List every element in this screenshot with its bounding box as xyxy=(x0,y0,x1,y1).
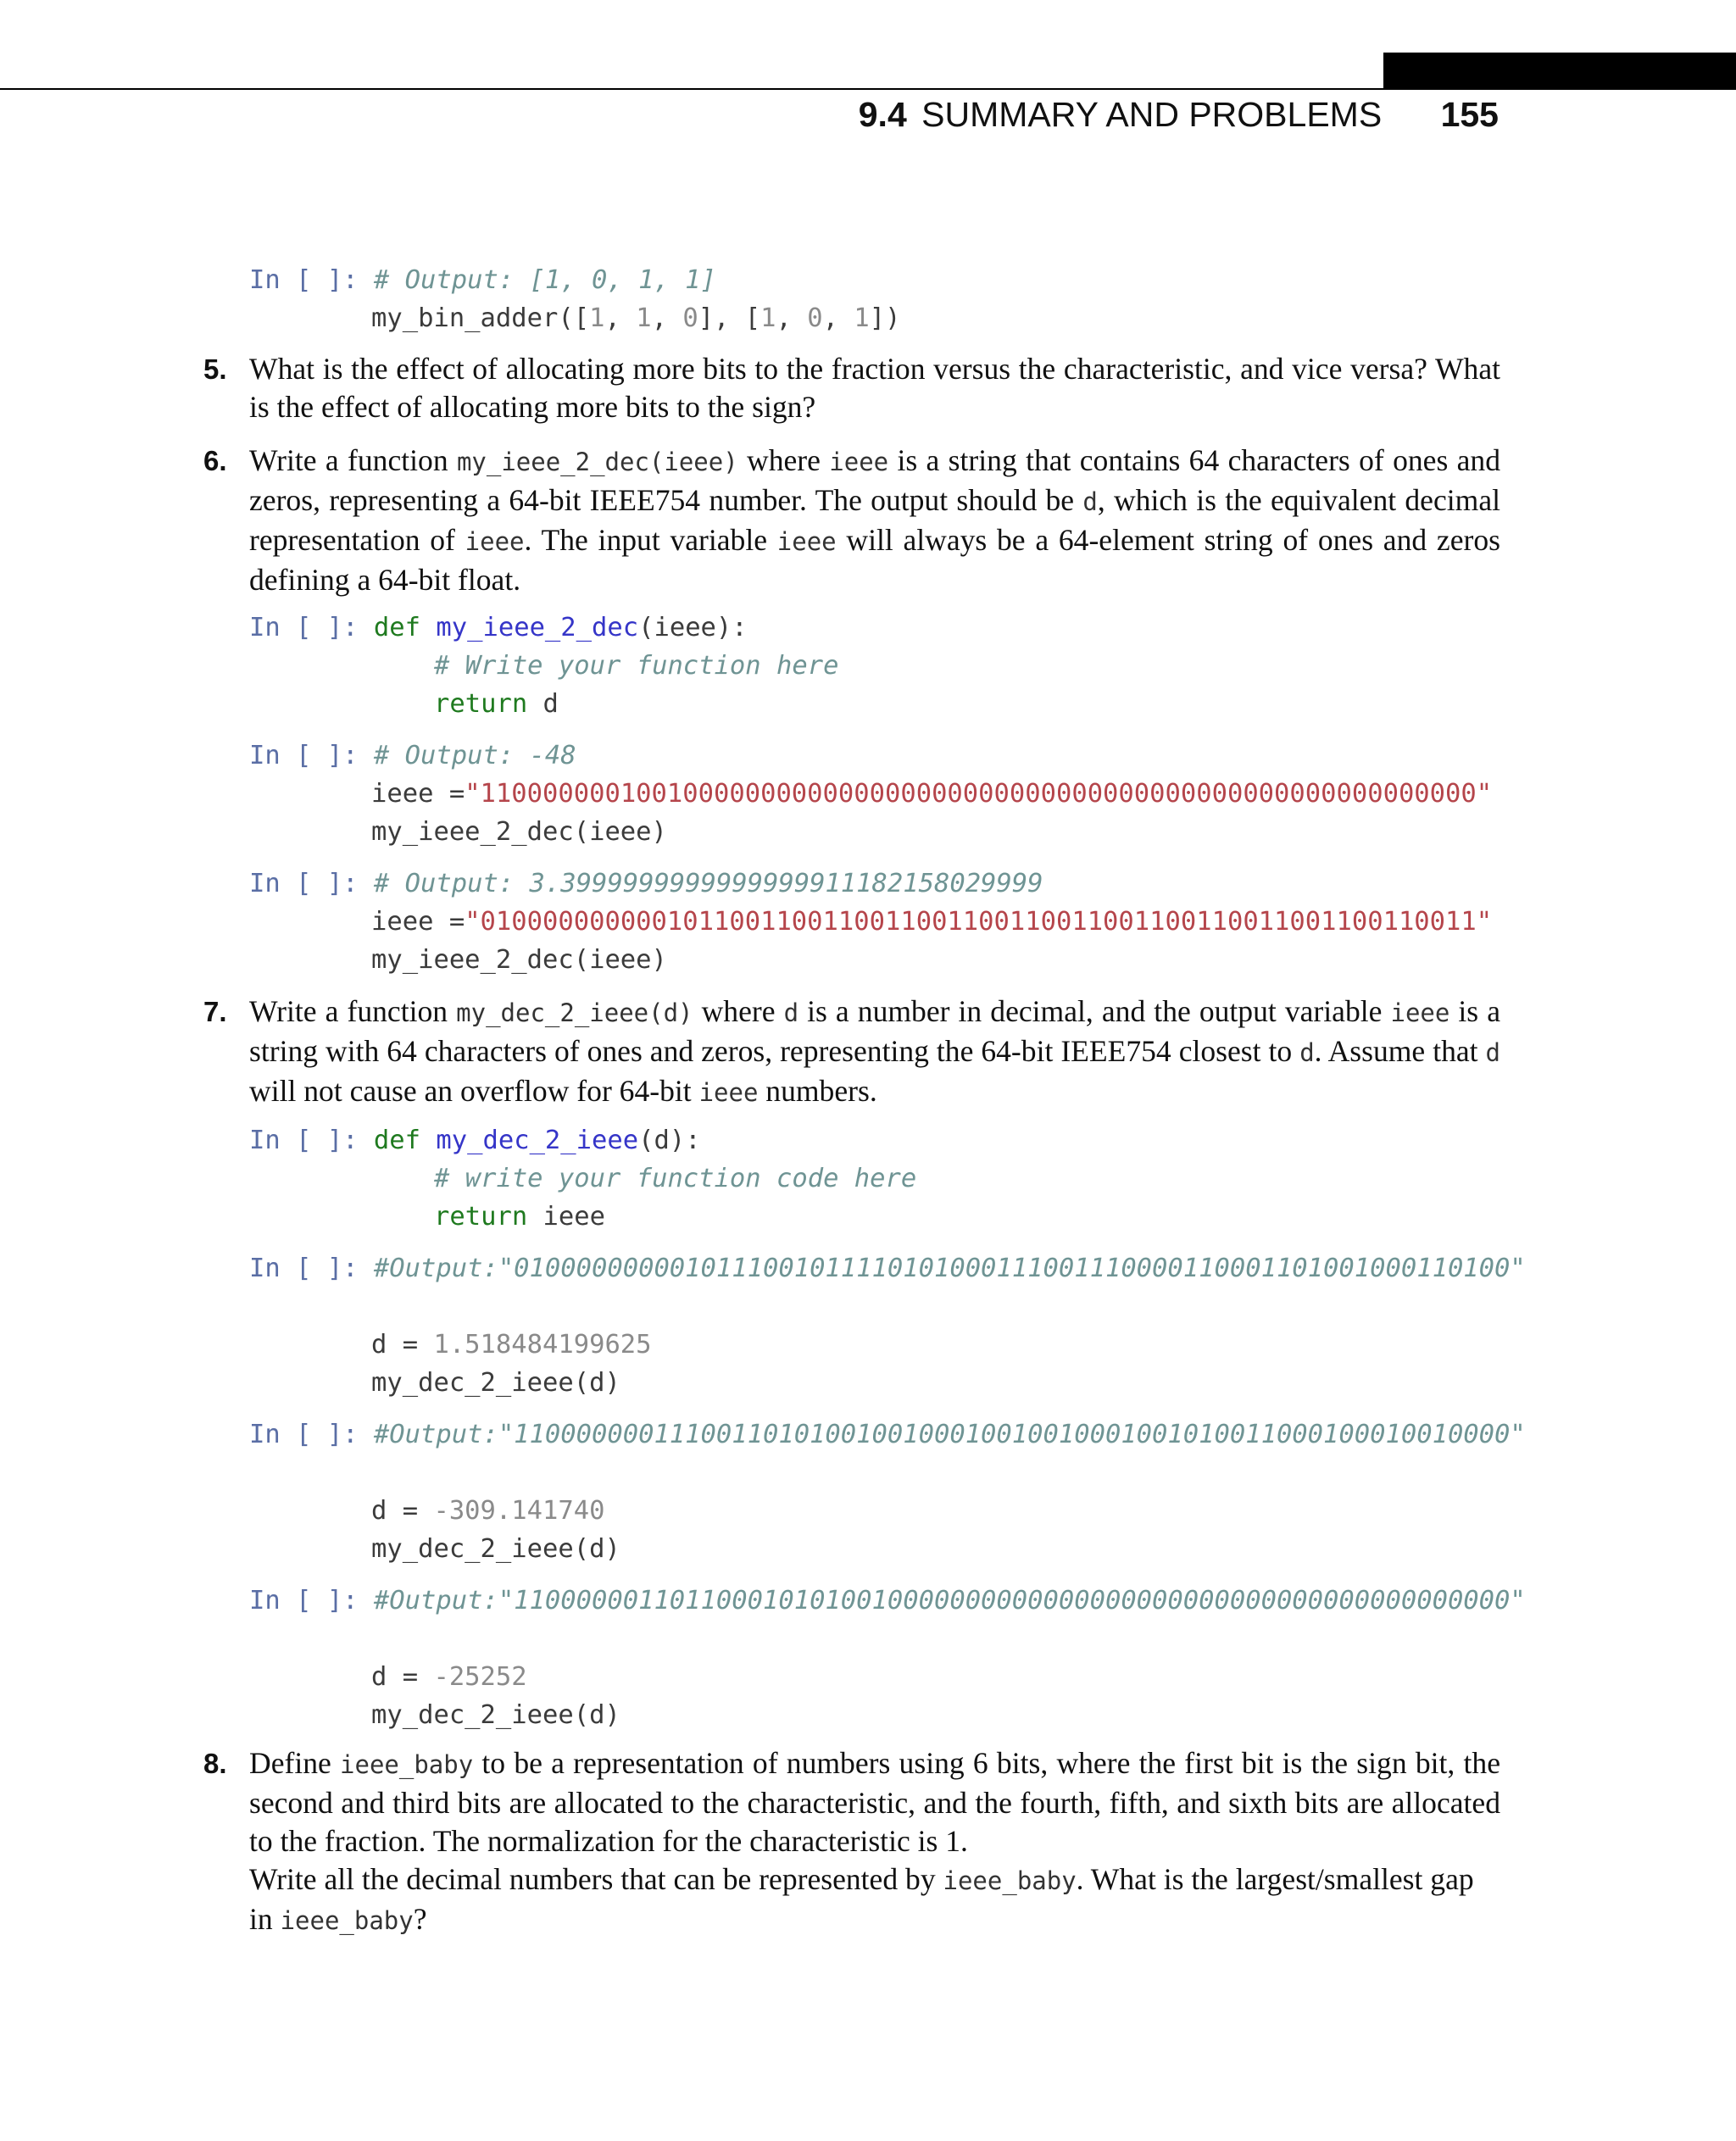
problem-text: Write a function my_dec_2_ieee(d) where d is a number in decimal, and the output variable ieee is a string with 64 characters of ones and zeros, representing the 64-bit IEEE754 closest to d. Assume that d will not cause an overflow for 64-bit ieee numbers. xyxy=(249,994,1501,1108)
cell-prompt: In [ ]: xyxy=(249,1254,359,1283)
problem-number: 8. xyxy=(203,1748,227,1779)
inline-code: ieee xyxy=(698,1078,759,1107)
header-black-bar xyxy=(1383,53,1736,90)
inline-code: my_dec_2_ieee(d) xyxy=(456,998,693,1027)
code-call: my_dec_2_ieee(d) xyxy=(371,1368,620,1398)
cell-prompt: In [ ]: xyxy=(249,1126,359,1155)
problem-text: What is the effect of allocating more bits to the fraction versus the characteristic, and vice versa? What is the effect of allocating more bits to the sign? xyxy=(249,352,1500,424)
return-keyword: return xyxy=(434,689,528,719)
inline-code: d xyxy=(783,998,799,1027)
problem-number: 7. xyxy=(203,996,227,1027)
inline-code: d xyxy=(1082,487,1098,516)
def-keyword: def xyxy=(373,613,421,642)
inline-code: ieee_baby xyxy=(280,1906,414,1935)
inline-code: ieee xyxy=(776,527,837,556)
code-comment: #Output:"0100000000010111001011110101000111001110000110001101001000110100" xyxy=(373,1254,1526,1283)
section-title: SUMMARY AND PROBLEMS xyxy=(921,95,1383,134)
code-comment: # Output: [1, 0, 1, 1] xyxy=(373,265,716,295)
problem-5 xyxy=(203,350,1500,426)
code-comment: #Output:"1100000011011000101010010000000000000000000000000000000000000000" xyxy=(373,1586,1526,1615)
string-literal: "0100000000001011001100110011001100110011001100110011001100110011" xyxy=(465,907,1493,937)
number-literal: -309.141740 xyxy=(433,1496,605,1526)
def-keyword: def xyxy=(373,1126,421,1155)
problem-7 xyxy=(203,993,1500,1112)
problem-number: 5. xyxy=(203,353,227,385)
inline-code: ieee xyxy=(1390,998,1450,1027)
cell-prompt: In [ ]: xyxy=(249,265,359,295)
cell-prompt: In [ ]: xyxy=(249,1586,359,1615)
code-call: my_dec_2_ieee(d) xyxy=(371,1700,620,1730)
section-number: 9.4 xyxy=(858,95,907,134)
cell-prompt: In [ ]: xyxy=(249,741,359,770)
code-comment: # Output: 3.3999999999999999911182158029999 xyxy=(373,869,1043,898)
code-call: my_ieee_2_dec(ieee) xyxy=(371,817,667,847)
code-comment: #Output:"1100000001110011010100100100010010010001001010011000100010010000" xyxy=(373,1420,1526,1449)
inline-code: d xyxy=(1299,1038,1315,1067)
code-comment: # Output: -48 xyxy=(373,741,576,770)
inline-code: d xyxy=(1485,1038,1500,1067)
number-literal: 1.518484199625 xyxy=(433,1330,652,1360)
problem-6 xyxy=(203,442,1500,599)
cell-prompt: In [ ]: xyxy=(249,1420,359,1449)
string-literal: "1100000001001000000000000000000000000000000000000000000000000000" xyxy=(465,779,1493,809)
problem-8 xyxy=(203,1744,1500,1940)
return-keyword: return xyxy=(434,1202,528,1232)
cell-prompt: In [ ]: xyxy=(249,869,359,898)
running-head xyxy=(859,95,1499,135)
number-literal: -25252 xyxy=(433,1662,527,1692)
code-comment: # write your function code here xyxy=(434,1164,917,1193)
inline-code: ieee xyxy=(465,527,525,556)
problem-text: Write a function my_ieee_2_dec(ieee) where ieee is a string that contains 64 characters of ones and zeros, representing a 64-bit IEEE754 number. The output should be d, which is the equivalent decimal representation of ieee. The input variable ieee will always be a 64-element string of ones and zeros defining a 64-bit float. xyxy=(249,443,1501,597)
code-comment: # Write your function here xyxy=(434,651,839,681)
function-name: my_ieee_2_dec xyxy=(436,613,639,642)
inline-code: ieee xyxy=(829,448,889,476)
problem-number: 6. xyxy=(203,445,227,476)
problem-text-continued: Write all the decimal numbers that can be represented by ieee_baby. What is the largest/smallest gap in ieee_baby? xyxy=(249,1862,1474,1936)
code-call: my_ieee_2_dec(ieee) xyxy=(371,945,667,975)
function-name: my_dec_2_ieee xyxy=(436,1126,639,1155)
cell-prompt: In [ ]: xyxy=(249,613,359,642)
inline-code: my_ieee_2_dec(ieee) xyxy=(456,448,738,476)
page-number: 155 xyxy=(1440,95,1499,134)
code-call: my_dec_2_ieee(d) xyxy=(371,1534,620,1564)
header-rule xyxy=(0,88,1736,90)
problem-text: Define ieee_baby to be a representation of numbers using 6 bits, where the first bit is the sign bit, the second and third bits are allocated to the characteristic, and the fourth, fifth, and sixth bits are allocated to the fraction. The normalization for the characteristic is 1. xyxy=(249,1746,1500,1858)
inline-code: ieee_baby xyxy=(340,1750,474,1779)
code-call: my_bin_adder( xyxy=(371,303,574,333)
inline-code: ieee_baby xyxy=(943,1866,1077,1895)
